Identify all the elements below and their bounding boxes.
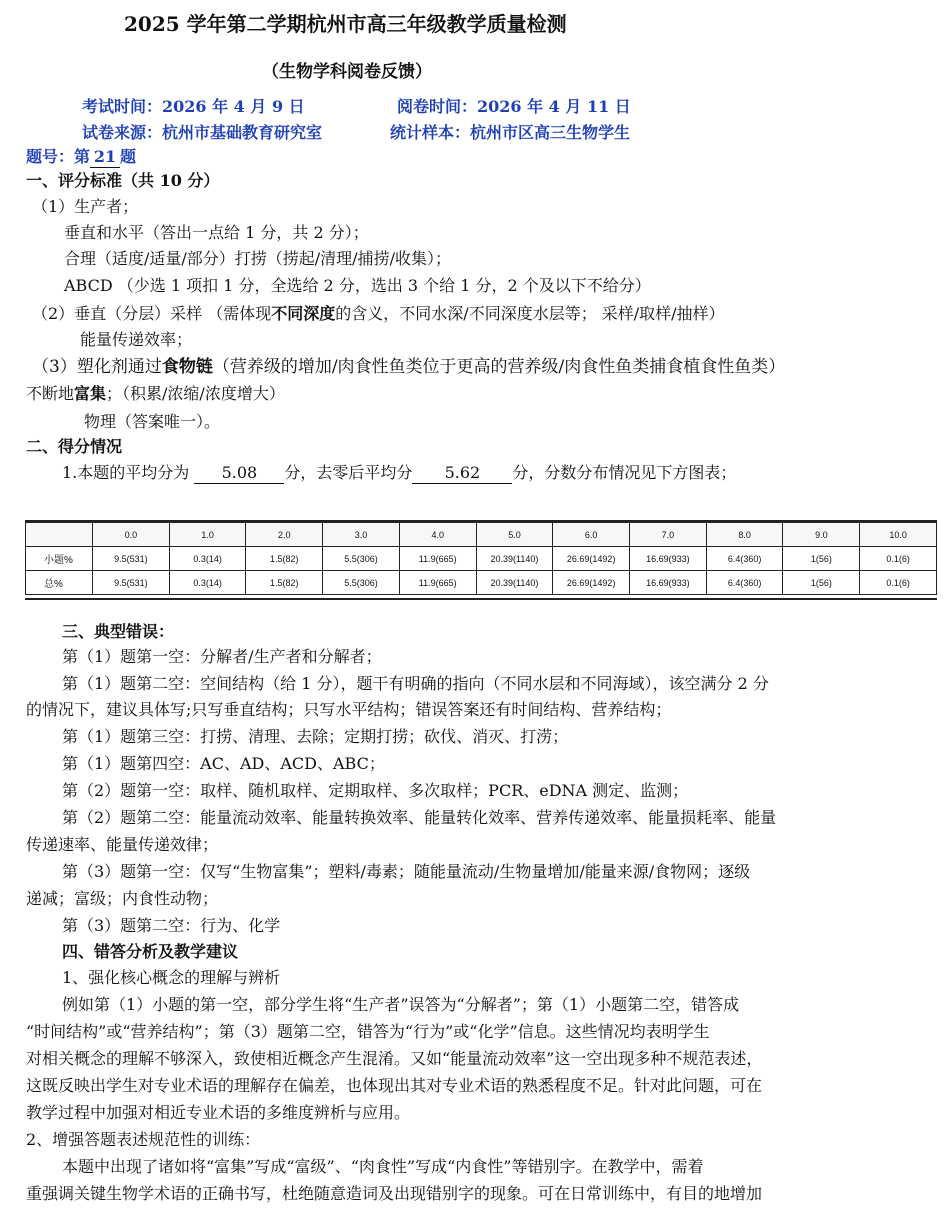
error-line: 第（3）题第二空：行为、化学 (62, 916, 281, 935)
table-row (26, 547, 937, 571)
table-cell: 6.4(360) (706, 547, 783, 571)
table-cell: 6.4(360) (706, 571, 783, 595)
suggestion-line: 教学过程中加强对相近专业术语的多维度辨析与应用。 (26, 1103, 411, 1122)
avg-mid-label: 分，去零后平均分 (284, 463, 413, 482)
table-corner-cell (26, 523, 93, 547)
page-subtitle: （生物学科阅卷反馈） (262, 62, 432, 82)
question-prefix: 题号：第 (26, 147, 91, 166)
statistics-sample: 统计样本：杭州市区高三生物学生 (390, 123, 631, 142)
q3-cont-emphasis: 富集 (74, 384, 107, 403)
q3-text-rest: （营养级的增加/肉食性鱼类位于更高的营养级/肉食性鱼类捕食植食性鱼类） (212, 357, 786, 377)
scoring-line: 物理（答案唯一）。 (84, 412, 221, 431)
error-line: 第（3）题第一空：仅写“生物富集”；塑料/毒素；随能量流动/生物量增加/能量来源/食物网；逐级 (62, 862, 751, 881)
row-label: 总% (26, 571, 93, 595)
table-cell: 0.1(6) (860, 547, 937, 571)
table-cell: 1(56) (783, 571, 860, 595)
question-number-line (26, 147, 136, 168)
score-distribution-table (25, 522, 937, 595)
page-title: 2025 学年第二学期杭州市高三年级教学质量检测 (124, 12, 567, 36)
table-cell: 9.5(531) (93, 571, 170, 595)
q3-cont-text: 不断地 (26, 384, 75, 403)
avg-post-label: 分，分数分布情况见下方图表； (512, 463, 737, 482)
table-cell: 20.39(1140) (476, 547, 553, 571)
error-line: 第（1）题第一空：分解者/生产者和分解者； (62, 647, 382, 666)
table-cell: 11.9(665) (399, 571, 476, 595)
column-header: 3.0 (323, 523, 400, 547)
column-header: 0.0 (93, 523, 170, 547)
scoring-line-q3 (32, 357, 785, 377)
suggestion-line: 本题中出现了诸如将“富集”写成“富级”、“肉食性”写成“内食性”等错别字。在教学中，需着 (62, 1157, 704, 1176)
column-header: 2.0 (246, 523, 323, 547)
q2-emphasis: 不同深度 (271, 304, 336, 323)
q2-text: （2）垂直（分层）采样 （需体现 (32, 304, 272, 323)
column-header: 9.0 (783, 523, 860, 547)
table-row (26, 571, 937, 595)
avg-label: 1.本题的平均分为 (62, 463, 190, 482)
error-line: 第（1）题第四空：AC、AD、ACD、ABC； (62, 754, 385, 773)
table-cell: 11.9(665) (399, 547, 476, 571)
question-suffix: 题 (120, 147, 137, 166)
scoring-line: （1）生产者； (32, 197, 139, 216)
table-cell: 1.5(82) (246, 547, 323, 571)
grading-time: 阅卷时间：2026 年 4 月 11 日 (397, 97, 631, 116)
error-line: 第（2）题第一空：取样、随机取样、定期取样、多次取样；PCR、eDNA 测定、监测； (62, 781, 689, 800)
column-header: 8.0 (706, 523, 783, 547)
table-cell: 0.3(14) (169, 571, 246, 595)
error-line: 的情况下，建议具体写;只写垂直结构；只写水平结构；错误答案还有时间结构、营养结构； (26, 700, 672, 719)
exam-time: 考试时间：2026 年 4 月 9 日 (82, 97, 305, 116)
suggestion-line: 1、强化核心概念的理解与辨析 (62, 968, 281, 987)
table-cell: 16.69(933) (630, 571, 707, 595)
table-cell: 9.5(531) (93, 547, 170, 571)
table-bottom-rule (25, 598, 937, 600)
error-line: 第（1）题第二空：空间结构（给 1 分），题干有明确的指向（不同水层和不同海域），该空满分 2 分 (62, 674, 769, 693)
column-header: 7.0 (630, 523, 707, 547)
average-score-line (62, 463, 736, 484)
scoring-line: 垂直和水平（答出一点给 1 分，共 2 分）； (64, 223, 369, 242)
paper-source: 试卷来源：杭州市基础教育研究室 (82, 123, 323, 142)
table-cell: 16.69(933) (630, 547, 707, 571)
table-cell: 0.1(6) (860, 571, 937, 595)
column-header: 1.0 (169, 523, 246, 547)
q3-emphasis: 食物链 (161, 357, 213, 377)
suggestion-line: 对相关概念的理解不够深入，致使相近概念产生混淆。又如“能量流动效率”这一空出现多种不规范表述， (26, 1049, 763, 1068)
scoring-line: 合理（适度/适量/部分）打捞（捞起/清理/捕捞/收集）； (64, 249, 451, 268)
table-cell: 26.69(1492) (553, 571, 630, 595)
table-cell: 20.39(1140) (476, 571, 553, 595)
scoring-line: ABCD （少选 1 项扣 1 分，全选给 2 分，选出 3 个给 1 分，2 个及以下不给分） (64, 276, 651, 295)
suggestion-line: “时间结构”或“营养结构”；第（3）题第二空，错答为“行为”或“化学”信息。这些情况均表明学生 (26, 1022, 710, 1041)
error-line: 第（1）题第三空：打捞、清理、去除；定期打捞；砍伐、消灭、打涝； (62, 727, 569, 746)
column-header: 6.0 (553, 523, 630, 547)
table-cell: 1(56) (783, 547, 860, 571)
table-cell: 0.3(14) (169, 547, 246, 571)
table-cell: 1.5(82) (246, 571, 323, 595)
suggestion-line: 2、增强答题表述规范性的训练： (26, 1130, 261, 1149)
table-cell: 5.5(306) (323, 571, 400, 595)
column-header: 10.0 (860, 523, 937, 547)
suggestion-line: 例如第（1）小题的第一空，部分学生将“生产者”误答为“分解者”；第（1）小题第二空，错答成 (62, 995, 740, 1014)
suggestion-line: 重强调关键生物学术语的正确书写，杜绝随意造词及出现错别字的现象。可在日常训练中，有目的地增加 (26, 1184, 763, 1203)
scoring-line-q2 (32, 304, 725, 324)
error-line: 第（2）题第二空：能量流动效率、能量转换效率、能量转化效率、营养传递效率、能量损耗率、能量 (62, 808, 777, 827)
scoring-line-q3-cont (26, 384, 285, 404)
section1-heading: 一、评分标准（共 10 分） (26, 171, 220, 190)
q2-text-rest: 的含义，不同水深/不同深度水层等； 采样/取样/抽样） (335, 304, 725, 323)
question-number: 21 (90, 147, 120, 168)
average-score: 5.08 (194, 463, 284, 484)
suggestion-line: 这既反映出学生对专业术语的理解存在偏差，也体现出其对专业术语的熟悉程度不足。针对此问题，可在 (26, 1076, 763, 1095)
table-header-row (26, 523, 937, 547)
section2-heading: 二、得分情况 (26, 437, 123, 456)
section4-heading: 四、错答分析及教学建议 (62, 942, 239, 961)
nonzero-average-score: 5.62 (412, 463, 512, 484)
table-cell: 26.69(1492) (553, 547, 630, 571)
row-label: 小题% (26, 547, 93, 571)
error-line: 传递速率、能量传递效律； (26, 835, 219, 854)
table-cell: 5.5(306) (323, 547, 400, 571)
q3-text: （3）塑化剂通过 (32, 357, 162, 377)
column-header: 5.0 (476, 523, 553, 547)
q3-cont-rest: ；（积累/浓缩/浓度增大） (106, 384, 285, 403)
section3-heading: 三、典型错误： (62, 622, 175, 641)
column-header: 4.0 (399, 523, 476, 547)
error-line: 递减；富级；内食性动物； (26, 889, 219, 908)
scoring-line: 能量传递效率； (80, 330, 193, 349)
